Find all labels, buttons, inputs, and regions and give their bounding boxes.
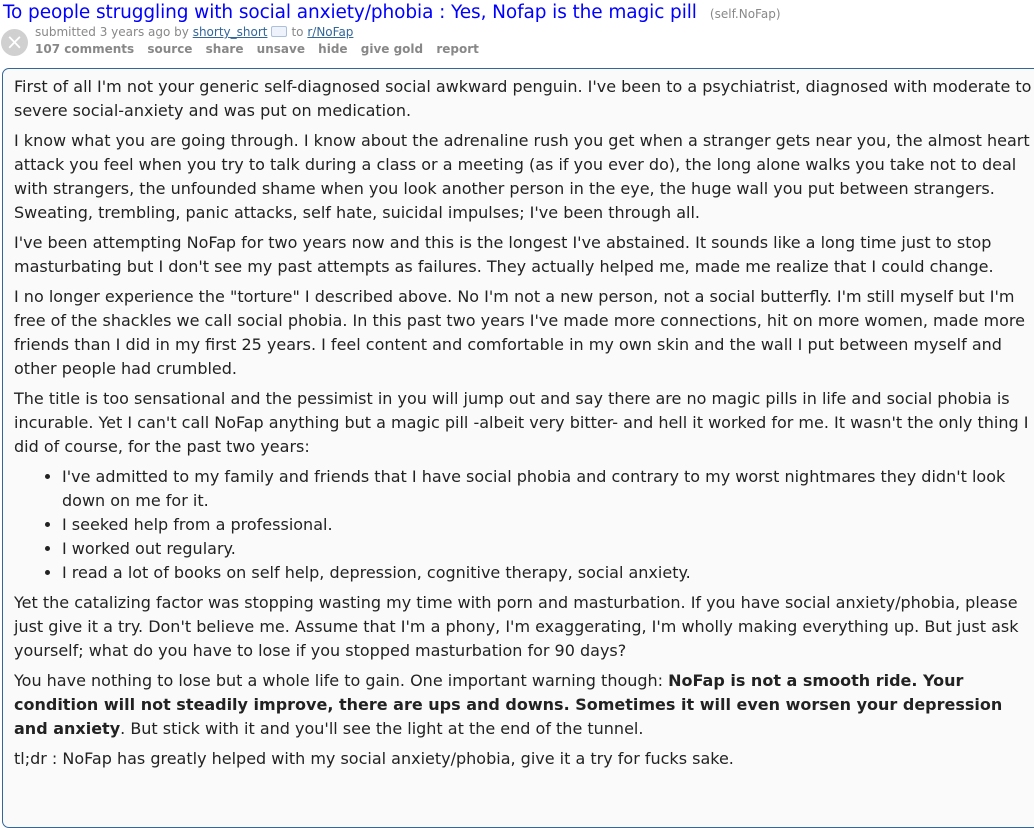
author-link[interactable]: shorty_short <box>192 25 268 39</box>
title-line <box>3 2 781 23</box>
comments-button[interactable]: 107 comments <box>35 42 135 56</box>
subreddit-link[interactable]: r/NoFap <box>307 25 354 39</box>
warning-tail: . But stick with it and you'll see the light at the end of the tunnel. <box>120 719 644 738</box>
body-paragraph-warning <box>14 669 1034 741</box>
body-paragraph: I no longer experience the "torture" I described above. No I'm not a new person, not a social butterfly. I'm still myself but I'm free of the shackles we call social phobia. In this past two years I've made more connections, hit on more women, made more friends than I did in my first 25 years. I feel content and comfortable in my own skin and the wall I put between myself and other people had crumbled. <box>14 287 1025 378</box>
tagline-prefix: submitted 3 years ago by <box>35 25 189 39</box>
report-button[interactable]: report <box>436 42 479 56</box>
body-paragraph: Yet the catalizing factor was stopping wasting my time with porn and masturbation. If you have social anxiety/phobia, please just give it a try. Don't believe me. Assume that I'm a phony, I'm exaggerating, I'm wholly making everything up. But just ask yourself; what do you have to lose if you stopped masturbation for 90 days? <box>14 593 1019 660</box>
list-item: • I read a lot of books on self help, depression, cognitive therapy, social anxiety. <box>62 561 1034 585</box>
body-paragraph: I've been attempting NoFap for two years now and this is the longest I've abstained. It sounds like a long time just to stop masturbating but I don't see my past attempts as failures. They actually helped me, made me realize that I could change. <box>14 233 994 276</box>
source-button[interactable]: source <box>147 42 193 56</box>
tagline-to: to <box>291 25 304 39</box>
list-item: • I seeked help from a professional. <box>62 513 1034 537</box>
share-button[interactable]: share <box>205 42 244 56</box>
warning-lead: You have nothing to lose but a whole life to gain. One important warning though: <box>14 671 669 690</box>
unsave-button[interactable]: unsave <box>256 42 305 56</box>
hide-button[interactable]: hide <box>318 42 348 56</box>
body-paragraph: The title is too sensational and the pessimist in you will jump out and say there are no magic pills in life and social phobia is incurable. Yet I can't call NoFap anything but a magic pill -albeit very bitter- and hell it worked for me. It wasn't the only thing I did of course, for the past two years: <box>14 389 1029 456</box>
post-header <box>0 0 1034 62</box>
self-post-thumbnail-icon[interactable]: × <box>1 29 28 56</box>
give-gold-button[interactable]: give gold <box>360 42 424 56</box>
post-action-buttons <box>35 42 488 56</box>
post-domain[interactable]: (self.NoFap) <box>709 7 781 21</box>
warning-bold: NoFap is not a smooth ride. Your condition will not steadily improve, there are ups and downs. Sometimes it will even worsen your depression and anxiety <box>14 671 1003 738</box>
body-paragraph: I know what you are going through. I know about the adrenaline rush you get when a stranger gets near you, the almost heart attack you feel when you try to talk during a class or a meeting (as if you ever do), the long alone walks you take not to deal with strangers, the unfounded shame when you look another person in the eye, the huge wall you put between strangers. Sweating, trembling, panic attacks, self hate, suicidal impulses; I've been through all. <box>14 131 1030 222</box>
post-tagline <box>35 25 353 39</box>
bullet-list <box>14 465 1034 585</box>
post-selftext <box>2 68 1034 828</box>
post-body <box>14 75 1034 771</box>
body-paragraph: First of all I'm not your generic self-diagnosed social awkward penguin. I've been to a psychiatrist, diagnosed with moderate to severe social-anxiety and was put on medication. <box>14 77 1032 120</box>
tldr-paragraph: tl;dr : NoFap has greatly helped with my social anxiety/phobia, give it a try for fucks sake. <box>14 749 734 768</box>
friend-icon[interactable] <box>271 26 287 37</box>
list-item: • I've admitted to my family and friends that I have social phobia and contrary to my worst nightmares they didn't look down on me for it. <box>62 465 1034 513</box>
list-item: • I worked out regulary. <box>62 537 1034 561</box>
post-title-link[interactable]: To people struggling with social anxiety/phobia : Yes, Nofap is the magic pill <box>3 2 697 23</box>
